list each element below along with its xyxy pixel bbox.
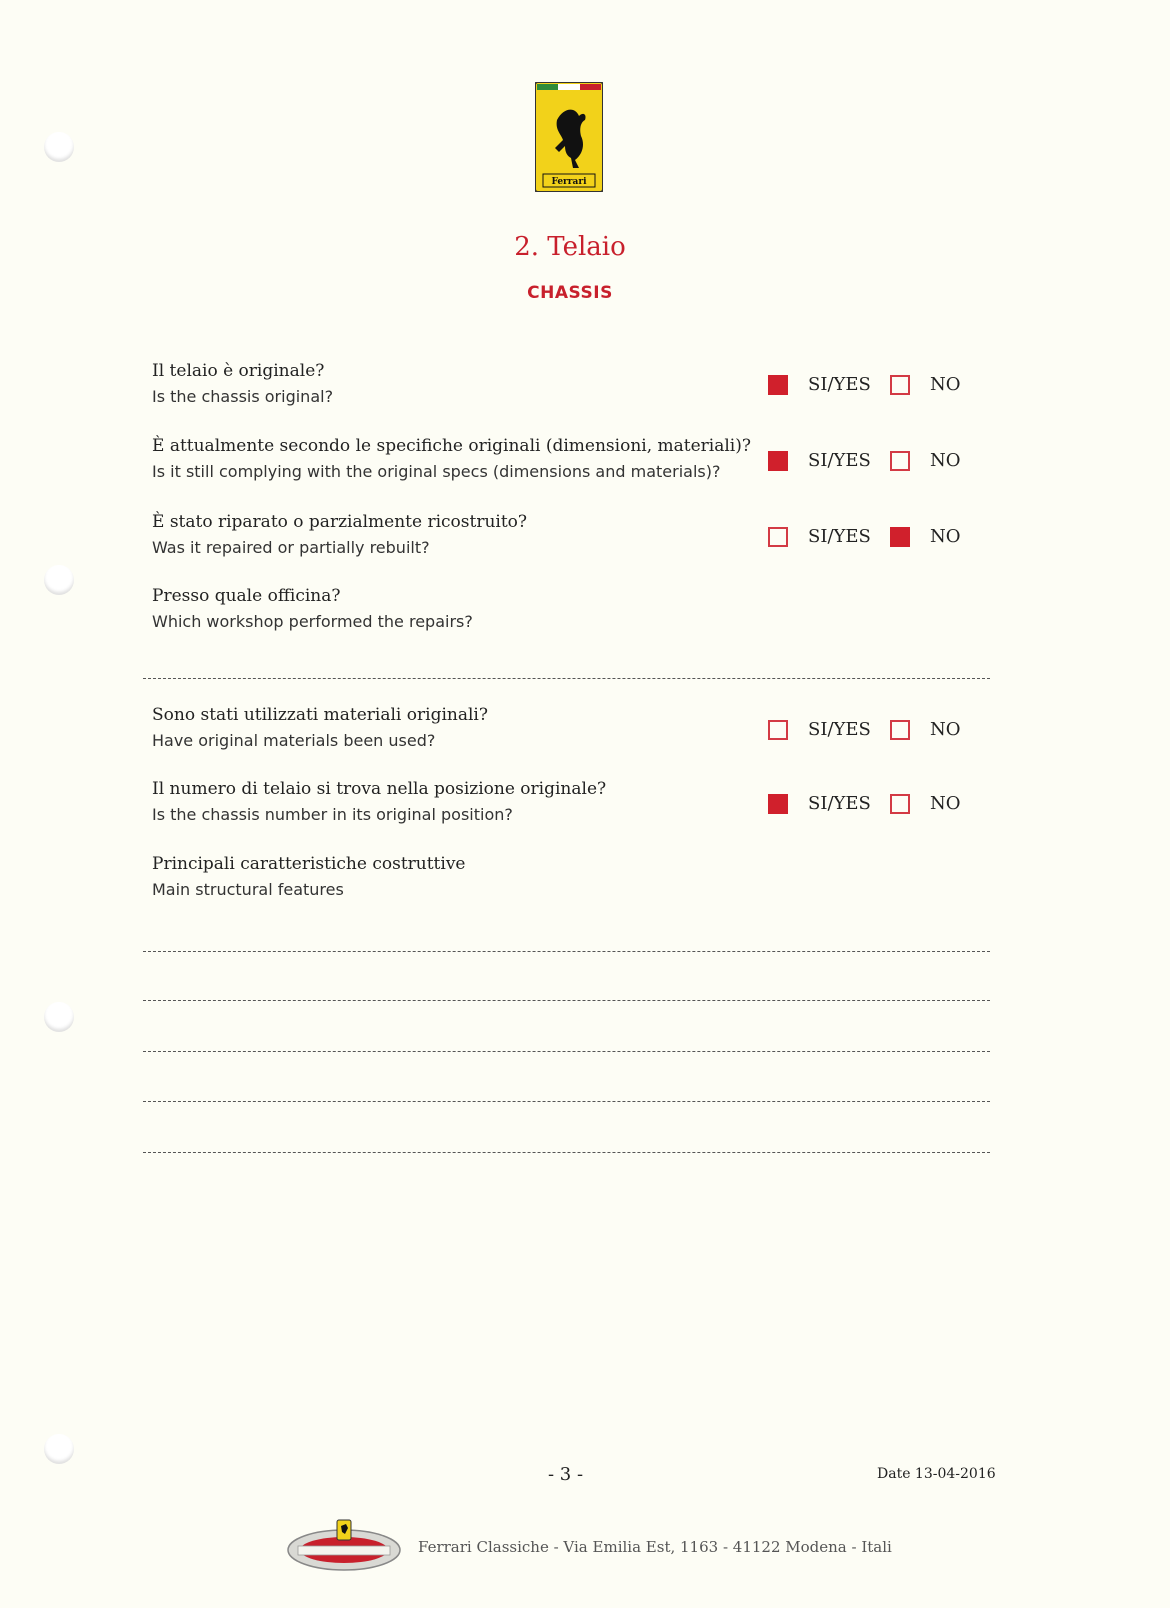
logo-text: Ferrari [551,177,587,187]
question-english: Is the chassis number in its original position? [152,805,513,824]
question [152,777,762,827]
no-checkbox[interactable] [890,375,910,395]
document-date: Date 13-04-2016 [877,1466,996,1482]
question [152,703,762,753]
question [152,510,762,560]
binder-hole [44,565,74,595]
answer-line[interactable] [143,951,990,952]
yes-checkbox[interactable] [768,451,788,471]
question [152,852,762,902]
question [152,434,762,484]
page-number: - 3 - [548,1464,584,1485]
yes-label: SI/YES [808,793,871,814]
no-checkbox[interactable] [890,720,910,740]
section-title: 2. Telaio [514,232,626,262]
no-label: NO [930,526,961,547]
binder-hole [44,1002,74,1032]
question [152,359,762,409]
question-english: Have original materials been used? [152,731,436,750]
yes-label: SI/YES [808,450,871,471]
yes-label: SI/YES [808,719,871,740]
answer-group [768,525,968,551]
question-italian: Il numero di telaio si trova nella posizione originale? [152,779,607,799]
no-label: NO [930,450,961,471]
answer-line[interactable] [143,1152,990,1153]
answer-group [768,373,968,399]
question-english: Is it still complying with the original specs (dimensions and materials)? [152,462,721,481]
question-english: Was it repaired or partially rebuilt? [152,538,430,557]
footer-address: Ferrari Classiche - Via Emilia Est, 1163 - 41122 Modena - Itali [418,1538,892,1556]
ferrari-logo [535,82,603,192]
question [152,584,762,634]
answer-group [768,449,968,475]
question-italian: Principali caratteristiche costruttive [152,854,466,874]
no-checkbox[interactable] [890,527,910,547]
answer-line[interactable] [143,1051,990,1052]
no-label: NO [930,374,961,395]
answer-group [768,792,968,818]
answer-line[interactable] [143,1101,990,1102]
no-checkbox[interactable] [890,451,910,471]
answer-line[interactable] [143,678,990,679]
yes-checkbox[interactable] [768,794,788,814]
answer-group [768,718,968,744]
binder-hole [44,132,74,162]
no-label: NO [930,719,961,740]
question-english: Is the chassis original? [152,387,334,406]
no-checkbox[interactable] [890,794,910,814]
answer-line[interactable] [143,1000,990,1001]
yes-checkbox[interactable] [768,527,788,547]
question-english: Which workshop performed the repairs? [152,612,473,631]
yes-checkbox[interactable] [768,720,788,740]
binder-hole [44,1434,74,1464]
question-italian: Il telaio è originale? [152,361,325,381]
question-italian: È stato riparato o parzialmente ricostruito? [152,512,528,532]
section-subtitle: CHASSIS [527,283,613,303]
yes-label: SI/YES [808,526,871,547]
question-italian: Sono stati utilizzati materiali originali? [152,705,488,725]
ferrari-classiche-logo [284,1516,404,1576]
question-italian: È attualmente secondo le specifiche originali (dimensioni, materiali)? [152,436,751,456]
question-italian: Presso quale officina? [152,586,341,606]
no-label: NO [930,793,961,814]
question-english: Main structural features [152,880,344,899]
yes-checkbox[interactable] [768,375,788,395]
yes-label: SI/YES [808,374,871,395]
